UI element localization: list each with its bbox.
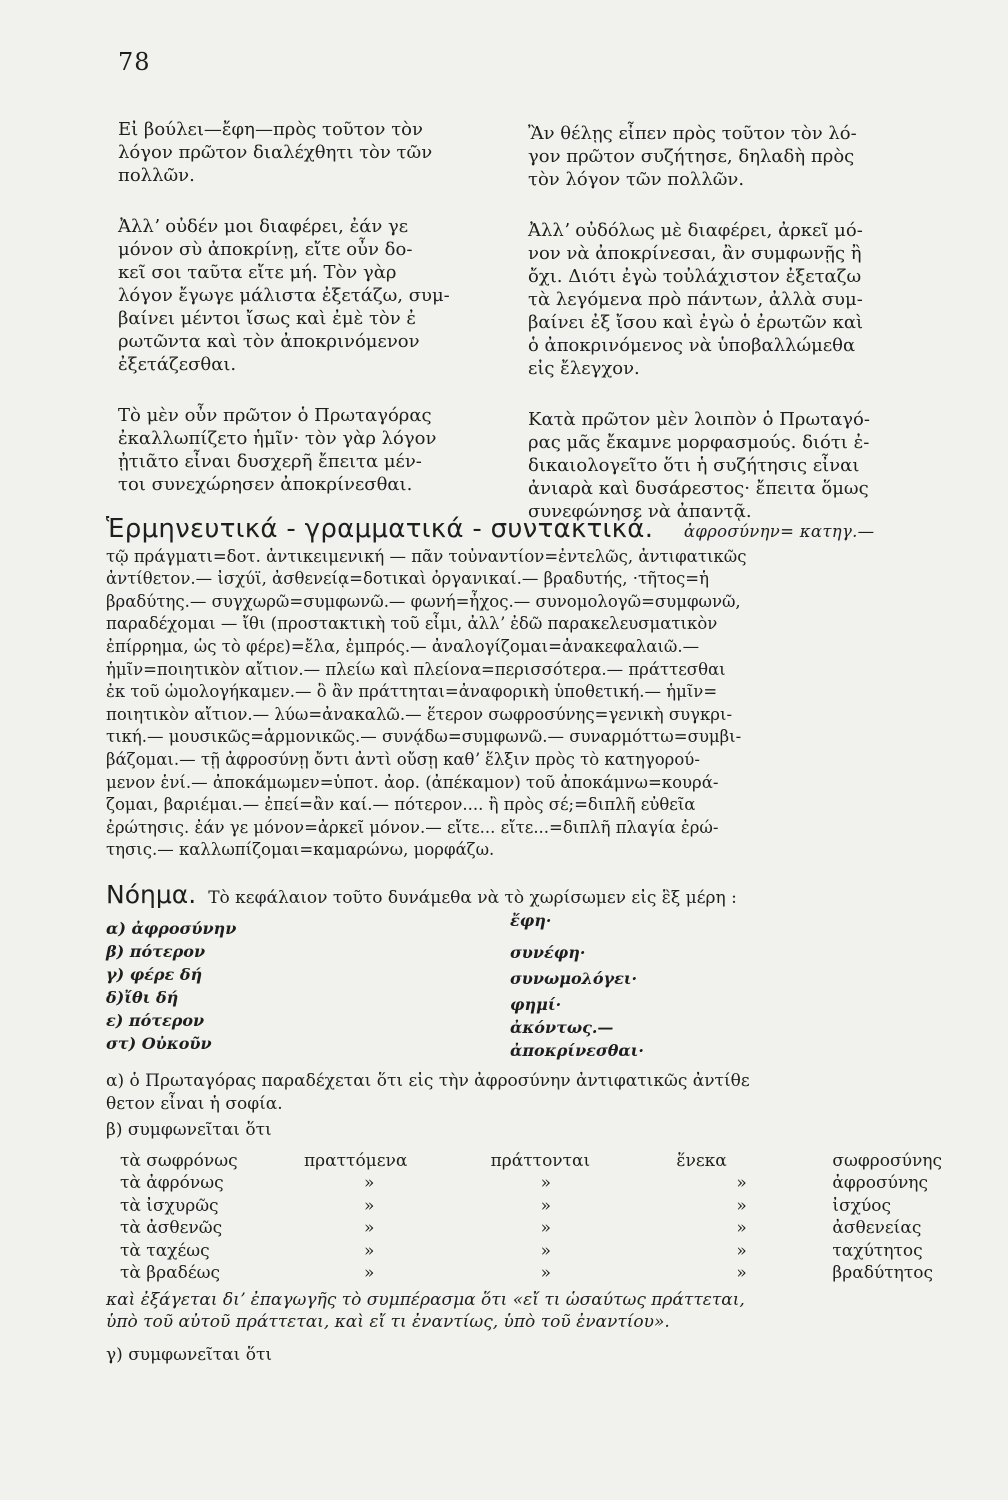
translation-paragraph-2: Ἀλλʼ οὐδόλως μὲ διαφέρει, ἀρκεῖ μό- νον νὰ ἀποκρίνεσαι, ἂν συμφωνῇς ἢ ὄχι. Διότι ἐγὼ τοὐλάχιστον ἐξεταζω τὰ λεγόμενα πρὸ πάντων, ἀλλὰ συμ- βαίνει ἐξ ἴσου καὶ ἐγὼ ὁ ἐρωτῶν καὶ ὁ ἀποκρινόμενος νὰ ὑποβαλλώμεθα εἰς ἔλεγχον.: [528, 220, 864, 379]
table-cell: βραδύτητος: [832, 1263, 934, 1283]
point-a: α) ὁ Πρωταγόρας παραδέχεται ὅτι εἰς τὴν ἀφροσύνην ἀντιφατικῶς ἀντίθε θετον εἶναι ἡ σοφία.: [106, 1071, 750, 1114]
point-c-intro: γ) συμφωνεῖται ὅτι: [106, 1344, 273, 1365]
list-item: [106, 988, 626, 1014]
point-b-intro: β) συμφωνεῖται ὅτι: [106, 1120, 272, 1140]
noima-section: [106, 880, 946, 1063]
table-cell: »: [363, 1218, 375, 1238]
list-item: [106, 942, 626, 964]
table-cell: »: [363, 1263, 375, 1283]
part-verb: ἀποκρίνεσθαι·: [510, 1041, 644, 1060]
table-cell: ἕνεκα: [676, 1150, 727, 1171]
table-cell: σωφροσύνης: [832, 1150, 942, 1171]
part-verb: ἀκόντως.—: [510, 1018, 614, 1037]
table-cell: »: [736, 1173, 747, 1193]
table-cell: τὰ σωφρόνως: [120, 1150, 238, 1171]
list-item: [106, 911, 626, 941]
table-cell: ἀφροσύνης: [832, 1173, 928, 1193]
table-cell: »: [363, 1195, 375, 1216]
table-cell: »: [736, 1240, 747, 1261]
table-cell: »: [540, 1218, 552, 1238]
table-cell: ἀσθενείας: [832, 1218, 922, 1238]
part-label: στ) Οὐκοῦν: [106, 1034, 212, 1053]
part-label: α) ἀφροσύνην: [106, 919, 237, 938]
table-cell: »: [540, 1173, 552, 1193]
part-label: β) πότερον: [106, 942, 206, 961]
table-row: [120, 1217, 942, 1240]
grammar-notes-heading: [106, 514, 944, 544]
grammar-notes-heading-tail: ἀφροσύνην= κατηγ.—: [683, 522, 875, 541]
table-cell: ἰσχύος: [832, 1195, 892, 1216]
table-row: [120, 1172, 942, 1195]
correspondence-table: [120, 1150, 942, 1285]
table-cell: ταχύτητος: [832, 1240, 923, 1261]
table-row: [120, 1240, 942, 1263]
page-number: 78: [118, 48, 151, 76]
ancient-paragraph-2: Ἀλλʼ οὐδέν μοι διαφέρει, ἐάν γε μόνον σὺ ἀποκρίνῃ, εἴτε οὖν δο- κεῖ σοι ταῦτα εἴτε μή. Τὸν γὰρ λόγον ἔγωγε μάλιστα ἐξετάζω, συμ- βαίνει μέντοι ἴσως καὶ ἐμὲ τὸν ἐ ρωτῶντα καὶ τὸν ἀποκρινόμενον ἐξετάζεσθαι.: [118, 216, 450, 375]
ancient-paragraph-1: Εἰ βούλει—ἔφη—πρὸς τοῦτον τὸν λόγον πρῶτον διαλέχθητι τὸν τῶν πολλῶν.: [118, 119, 433, 186]
translation-paragraph-3: Κατὰ πρῶτον μὲν λοιπὸν ὁ Πρωταγό- ρας μᾶς ἔκαμνε μορφασμούς. διότι ἐ- δικαιολογεῖτο ὅτι ἡ συζήτησις εἶναι ἀνιαρὰ καὶ δυσάρεστος· ἔπειτα ὅμως συνεφώνησε νὰ ἀπαντᾷ.: [528, 409, 870, 522]
table-cell: »: [363, 1240, 375, 1261]
table-cell: »: [736, 1263, 747, 1283]
summary-points-section: [106, 1070, 942, 1366]
conclusion-text: καὶ ἐξάγεται διʼ ἐπαγωγῆς τὸ συμπέρασμα ὅτι «εἴ τι ὡσαύτως πράττεται, ὑπὸ τοῦ αὐτοῦ πράττεται, καὶ εἴ τι ἐναντίως, ὑπὸ τοῦ ἐναντίου».: [106, 1289, 745, 1332]
part-verb: φημί·: [510, 995, 562, 1014]
list-item: [106, 1011, 626, 1037]
table-cell: »: [736, 1195, 747, 1216]
table-cell: τὰ ἀσθενῶς: [120, 1218, 223, 1238]
table-cell: τὰ ταχέως: [120, 1240, 210, 1261]
table-cell: »: [540, 1195, 552, 1216]
table-cell: »: [540, 1240, 552, 1261]
list-item: [106, 965, 638, 988]
part-verb: συνέφη·: [510, 943, 586, 962]
part-verb: συνωμολόγει·: [510, 969, 638, 988]
table-cell: τὰ βραδέως: [120, 1263, 221, 1283]
table-row: [120, 1262, 942, 1285]
part-verb: ἔφη·: [510, 911, 552, 930]
table-cell: »: [540, 1263, 552, 1283]
translation-paragraph-1: Ἂν θέλῃς εἶπεν πρὸς τοῦτον τὸν λό- γον πρῶτον συζήτησε, δηλαδὴ πρὸς τὸν λόγον τῶν πολλῶν.: [528, 123, 857, 190]
table-cell: τὰ ἀφρόνως: [120, 1173, 224, 1193]
noima-parts-list: [106, 913, 946, 1063]
table-cell: »: [736, 1218, 747, 1238]
part-label: ε) πότερον: [106, 1011, 205, 1030]
part-label: δ)ἴθι δή: [106, 988, 179, 1007]
table-cell: »: [363, 1173, 375, 1193]
table-row: [120, 1150, 942, 1173]
noima-header: [106, 880, 946, 909]
grammar-notes-section: [106, 514, 944, 862]
translation-column: [528, 122, 960, 551]
table-cell: πράττονται: [490, 1150, 591, 1171]
table-cell: τὰ ἰσχυρῶς: [120, 1195, 219, 1216]
noima-intro: Τὸ κεφάλαιον τοῦτο δυνάμεθα νὰ τὸ χωρίσωμεν εἰς ἓξ μέρη :: [208, 888, 737, 908]
noima-heading: Νόημα.: [106, 880, 197, 909]
grammar-notes-title: Ἑρμηνευτικά - γραμματικά - συντακτικά.: [106, 514, 654, 544]
grammar-notes-body: τῷ πράγματι=δοτ. ἀντικειμενική — πᾶν τοὐναντίον=ἐντελῶς, ἀντιφατικῶς ἀντίθετον.— ἰσχύϊ, ἀσθενείᾳ=δοτικαὶ ὀργανικαί.— βραδυτής, ·τῆτος=ἡ βραδύτης.— συγχωρῶ=συμφωνῶ.— φωνή=ἦχος.— συνομολογῶ=συμφωνῶ, παραδέχομαι — ἴθι (προστακτικὴ τοῦ εἶμι, ἀλλʼ ἐδῶ παρακελευσματικὸν ἐπίρρημα, ὡς τὸ φέρε)=ἔλα, ἐμπρός.— ἀναλογίζομαι=ἀνακεφαλαιῶ.— ἡμῖν=ποιητικὸν αἴτιον.— πλείω καὶ πλείονα=περισσότερα.— πράττεσθαι ἐκ τοῦ ὡμολογήκαμεν.— ὃ ἂν πράττηται=ἀναφορικὴ ὑποθετική.— ἡμῖν= ποιητικὸν αἴτιον.— λύω=ἀνακαλῶ.— ἕτερον σωφροσύνης=γενικὴ συγκρι- τική.— μουσικῶς=ἁρμονικῶς.— συνᾴδω=συμφωνῶ.— συναρμόττω=συμβι- βάζομαι.— τῇ ἀφροσύνῃ ὄντι ἀντὶ οὔσῃ καθʼ ἕλξιν πρὸς τὸ κατηγορού- μενον ἑνί.— ἀποκάμωμεν=ὑποτ. ἀορ. (ἀπέκαμον) τοῦ ἀποκάμνω=κουρά- ζομαι, βαριέμαι.— ἐπεί=ἂν καί.— πότερον.... ἢ πρὸς σέ;=διπλῆ εὐθεῖα ἐρώτησις. ἐάν γε μόνον=ἀρκεῖ μόνον.— εἴτε... εἴτε...=διπλῆ πλαγία ἐρώ- τησις.— καλλωπίζομαι=καμαρώνω, μορφάζω.: [106, 546, 747, 860]
table-cell: πραττόμενα: [303, 1150, 408, 1171]
list-item: [106, 1034, 644, 1060]
table-row: [120, 1195, 942, 1218]
ancient-text-column: [118, 118, 493, 524]
ancient-paragraph-3: Τὸ μὲν οὖν πρῶτον ὁ Πρωταγόρας ἐκαλλωπίζετο ἡμῖν· τὸν γὰρ λόγον ᾐτιᾶτο εἶναι δυσχερῆ ἔπειτα μέν- τοι συνεχώρησεν ἀποκρίνεσθαι.: [118, 405, 437, 495]
part-label: γ) φέρε δή: [106, 965, 203, 984]
